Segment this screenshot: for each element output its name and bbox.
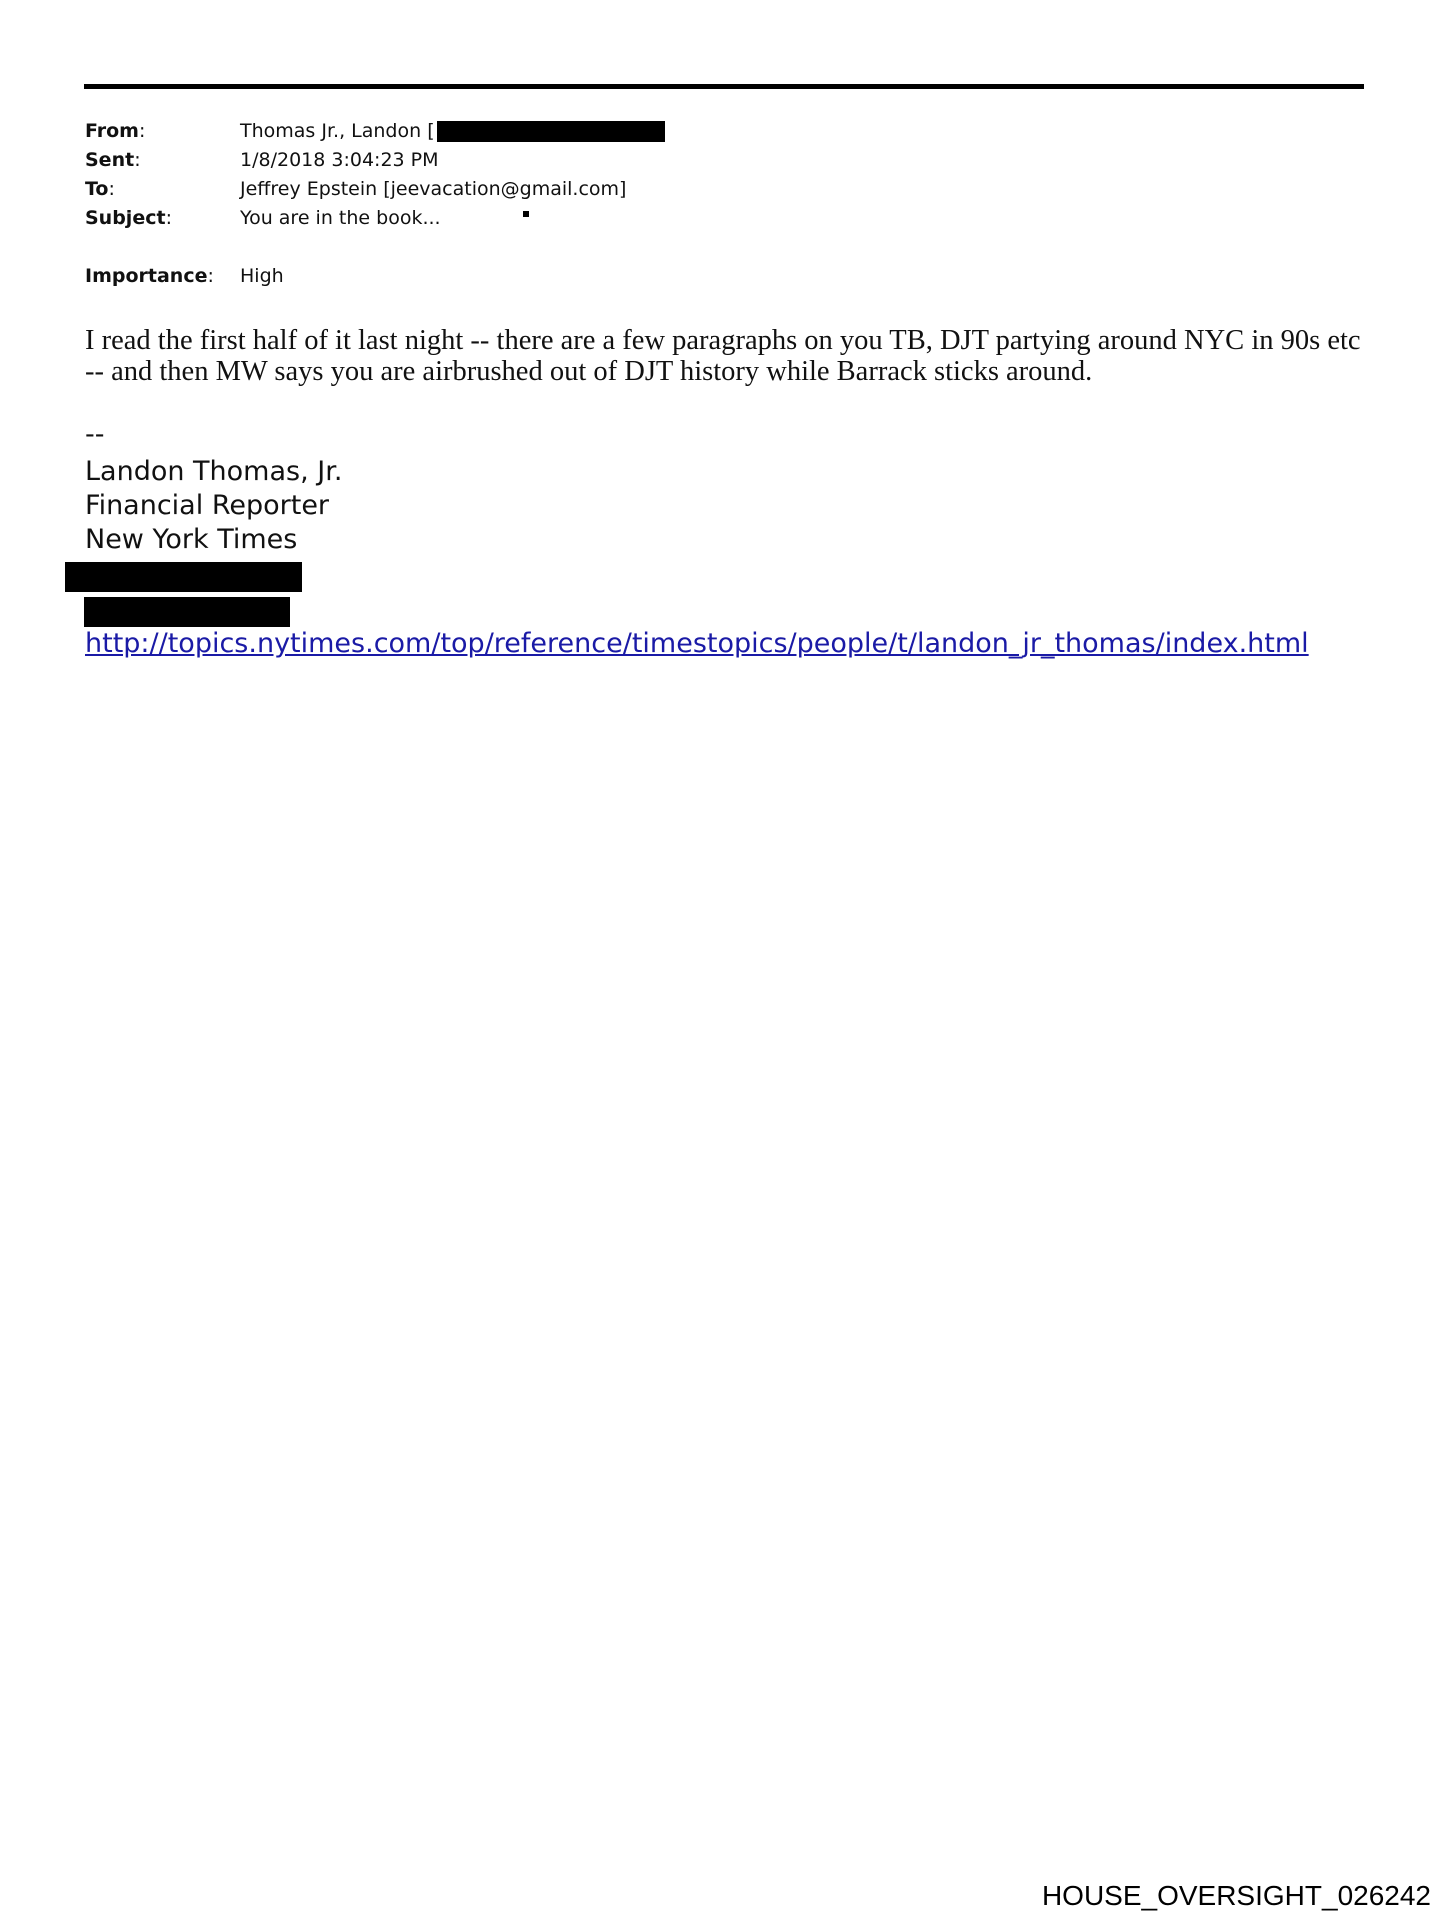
signature-name: Landon Thomas, Jr.: [85, 456, 343, 487]
to-label: To: [85, 178, 109, 200]
redaction-bar: [437, 121, 665, 142]
importance-value: High: [240, 265, 284, 287]
email-body: I read the first half of it last night -- there are a few paragraphs on you TB, DJT partying around NYC in 90s etc -- and then MW says you are airbrushed out of DJT history while Barrack sticks around.: [85, 325, 1361, 387]
from-label: From: [85, 120, 139, 142]
subject-label: Subject: [85, 207, 166, 229]
subject-value: You are in the book...: [240, 207, 441, 229]
sent-value: 1/8/2018 3:04:23 PM: [240, 149, 439, 171]
sent-label: Sent: [85, 149, 135, 171]
to-value: Jeffrey Epstein [jeevacation@gmail.com]: [240, 178, 627, 200]
signature-title: Financial Reporter: [85, 490, 330, 521]
from-value: Thomas Jr., Landon [: [240, 120, 435, 142]
nytimes-profile-link[interactable]: http://topics.nytimes.com/top/reference/timestopics/people/t/landon_jr_thomas/index.html: [85, 628, 1309, 659]
redaction-bar-email: [84, 597, 290, 627]
signature-dashes: --: [85, 419, 105, 450]
bates-number: HOUSE_OVERSIGHT_026242: [1041, 1880, 1431, 1911]
signature-org: New York Times: [85, 524, 298, 555]
importance-label: Importance: [85, 265, 208, 287]
scan-speck: [523, 211, 529, 217]
redaction-bar-phone: [65, 562, 302, 592]
top-rule: [84, 84, 1364, 89]
